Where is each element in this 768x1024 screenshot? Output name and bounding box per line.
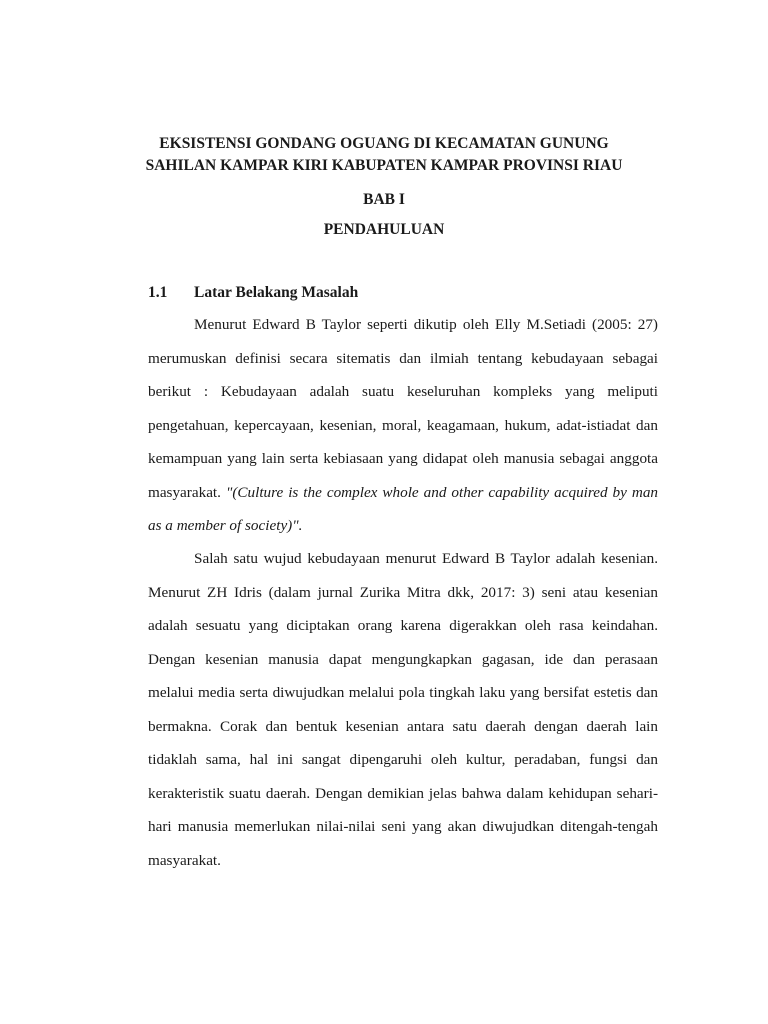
section-heading [148,283,358,303]
title-line-2: SAHILAN KAMPAR KIRI KABUPATEN KAMPAR PROVINSI RIAU [145,157,623,174]
paragraph-1-text: Menurut Edward B Taylor seperti dikutip oleh Elly M.Setiadi (2005: 27) merumuskan definisi secara sitematis dan ilmiah tentang kebudayaan sebagai berikut : Kebudayaan adalah suatu keseluruhan kompleks yang meliputi pengetahuan, kepercayaan, kesenian, moral, keagamaan, hukum, adat-istiadat dan kemampuan yang lain serta kebiasaan yang didapat oleh manusia sebagai anggota masyarakat. [148,316,658,501]
paragraph-2: Salah satu wujud kebudayaan menurut Edward B Taylor adalah kesenian. Menurut ZH Idris (dalam jurnal Zurika Mitra dkk, 2017: 3) seni atau kesenian adalah sesuatu yang diciptakan orang karena digerakkan oleh rasa keindahan. Dengan kesenian manusia dapat mengungkapkan gagasan, ide dan perasaan melalui media serta diwujudkan melalui pola tingkah laku yang bersifat estetis dan bermakna. Corak dan bentuk kesenian antara satu daerah dengan daerah lain tidaklah sama, hal ini sangat dipengaruhi oleh kultur, peradaban, fungsi dan kerakteristik suatu daerah. Dengan demikian jelas bahwa dalam kehidupan sehari-hari manusia memerlukan nilai-nilai seni yang akan diwujudkan ditengah-tengah masyarakat. [148,550,658,869]
chapter-title: PENDAHULUAN [323,221,445,238]
paragraph-1-quote: "(Culture is the complex whole and other capability acquired by man as a member of society)". [148,483,659,534]
title-line-1: EKSISTENSI GONDANG OGUANG DI KECAMATAN GUNUNG [159,135,609,152]
paragraph-1 [148,308,658,543]
document-title [0,133,768,177]
section-title: Latar Belakang Masalah [194,284,359,301]
section-number: 1.1 [148,284,168,301]
chapter-heading: BAB I [363,191,405,208]
